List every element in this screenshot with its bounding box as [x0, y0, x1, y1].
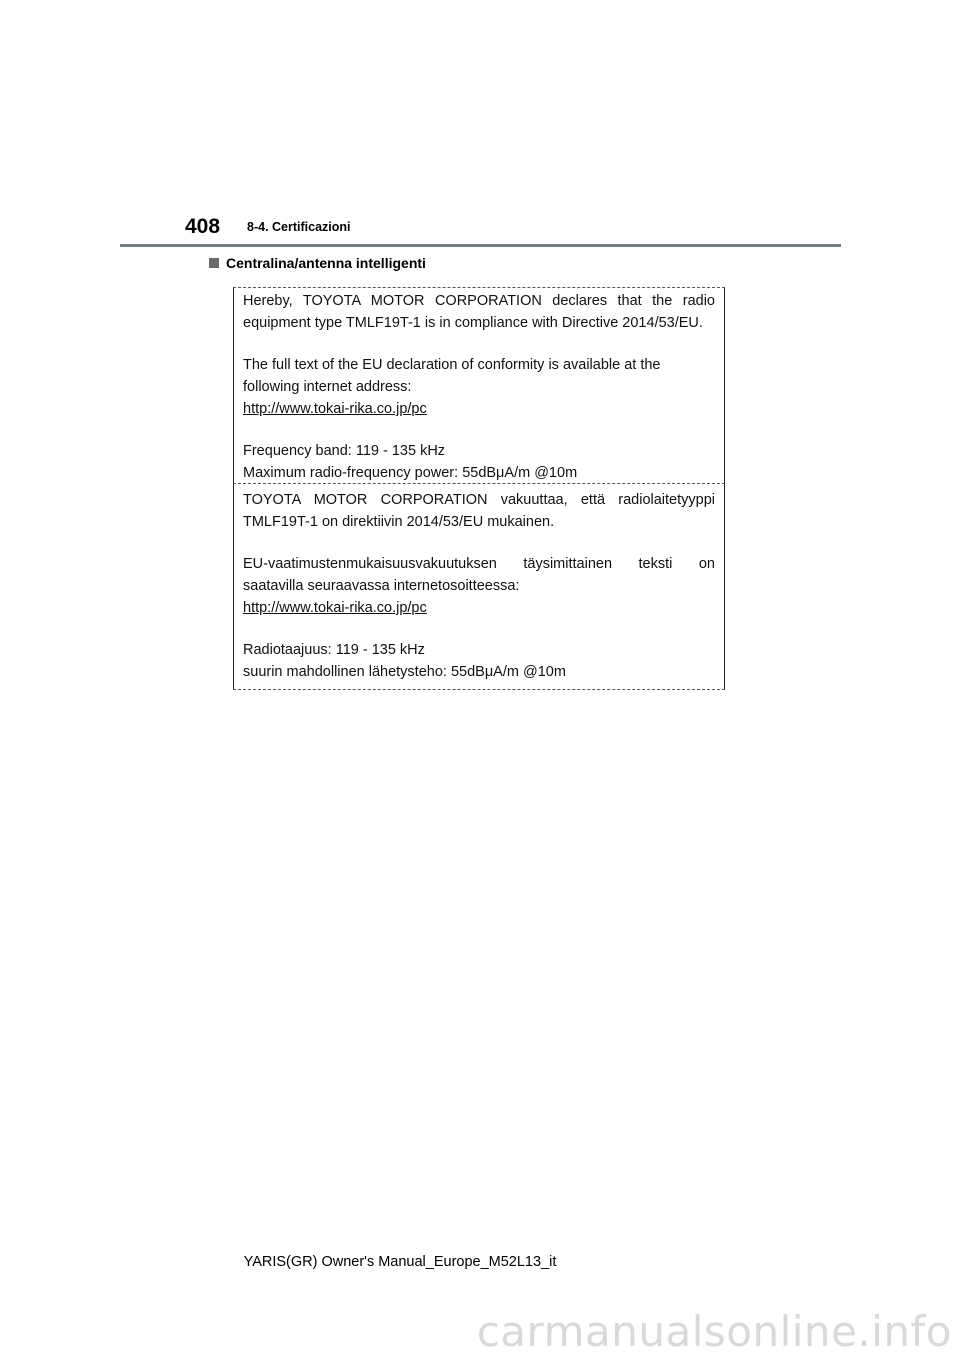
divider-top: [233, 287, 725, 288]
declaration-line: following internet address:: [243, 379, 412, 395]
footer-manual-name: YARIS(GR) Owner's Manual_Europe_M52L13_it: [243, 1254, 557, 1270]
frequency-band: Frequency band: 119 - 135 kHz: [243, 443, 446, 459]
english-declaration: [243, 290, 715, 484]
declaration-url-link[interactable]: http://www.tokai-rika.co.jp/pc: [243, 600, 427, 616]
declaration-line: The full text of the EU declaration of conformity is available at the: [243, 357, 661, 373]
declaration-url-link[interactable]: http://www.tokai-rika.co.jp/pc: [243, 401, 427, 417]
declaration-line: TOYOTA MOTOR CORPORATION vakuuttaa, että radiolaitetyyppi: [243, 492, 715, 508]
section-title: 8-4. Certificazioni: [247, 220, 351, 234]
max-power: Maximum radio-frequency power: 55dBμA/m @10m: [243, 465, 578, 481]
header-rule: [120, 244, 841, 247]
subheading-text: Centralina/antenna intelligenti: [226, 255, 426, 271]
declaration-line: saatavilla seuraavassa internetosoitteessa:: [243, 578, 520, 594]
square-bullet-icon: [209, 258, 219, 268]
finnish-declaration: [243, 489, 715, 683]
declaration-line: TMLF19T-1 on direktiivin 2014/53/EU mukainen.: [243, 514, 555, 530]
frequency-band: Radiotaajuus: 119 - 135 kHz: [243, 642, 425, 658]
declaration-line: EU-vaatimustenmukaisuusvakuutuksen täysimittainen teksti on: [243, 556, 715, 572]
watermark: carmanualsonline.info: [476, 1307, 952, 1356]
max-power: suurin mahdollinen lähetysteho: 55dBμA/m @10m: [243, 664, 566, 680]
divider-bottom: [233, 689, 725, 690]
subheading: [209, 254, 426, 272]
declaration-line: Hereby, TOYOTA MOTOR CORPORATION declares that the radio: [243, 293, 715, 309]
page-number: 408: [185, 215, 221, 238]
declaration-line: equipment type TMLF19T-1 is in compliance with Directive 2014/53/EU.: [243, 315, 703, 331]
